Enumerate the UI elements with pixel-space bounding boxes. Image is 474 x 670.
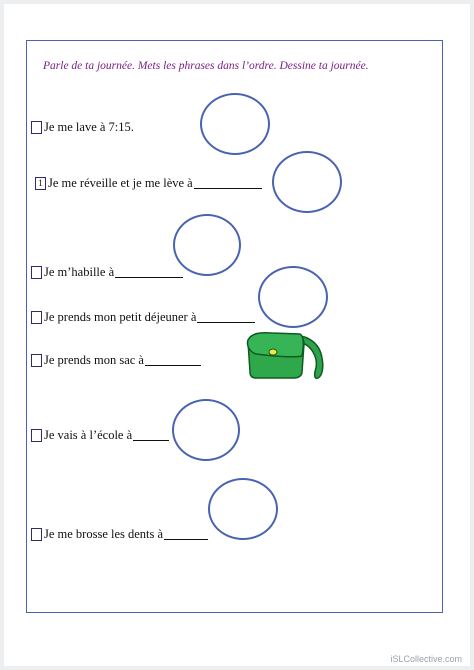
sentence-text: Je me brosse les dents à xyxy=(44,527,164,541)
order-checkbox[interactable] xyxy=(31,528,42,541)
drawing-circle-2[interactable] xyxy=(272,151,342,213)
drawing-circle-1[interactable] xyxy=(200,93,270,155)
time-blank[interactable] xyxy=(194,178,262,189)
time-blank[interactable] xyxy=(133,430,169,441)
sentence-row-2 xyxy=(35,176,262,191)
sentence-row-7 xyxy=(31,527,208,542)
instruction-text: Parle de ta journée. Mets les phrases dans l’ordre. Dessine ta journée. xyxy=(43,60,369,72)
sentence-row-3 xyxy=(31,265,183,280)
site-watermark: iSLCollective.com xyxy=(390,654,462,664)
time-blank[interactable] xyxy=(197,312,255,323)
drawing-circle-4[interactable] xyxy=(258,266,328,328)
sentence-text: Je me lave à 7:15. xyxy=(44,120,134,134)
sentence-text: Je prends mon sac à xyxy=(44,353,144,367)
drawing-circle-3[interactable] xyxy=(173,214,241,276)
order-checkbox[interactable] xyxy=(31,311,42,324)
order-checkbox[interactable] xyxy=(31,429,42,442)
sentence-text: Je prends mon petit déjeuner à xyxy=(44,310,197,324)
sentence-text: Je vais à l’école à xyxy=(44,428,133,442)
time-blank[interactable] xyxy=(145,355,201,366)
order-checkbox[interactable] xyxy=(31,266,42,279)
time-blank[interactable] xyxy=(115,267,183,278)
time-blank[interactable] xyxy=(164,529,208,540)
sentence-row-6 xyxy=(31,428,169,443)
sentence-row-1 xyxy=(31,120,134,135)
sentence-text: Je m’habille à xyxy=(44,265,115,279)
order-checkbox[interactable] xyxy=(31,354,42,367)
school-bag-icon xyxy=(242,328,330,382)
sentence-row-5 xyxy=(31,353,201,368)
sentence-text: Je me réveille et je me lève à xyxy=(48,176,193,190)
drawing-circle-6[interactable] xyxy=(208,478,278,540)
sentence-row-4 xyxy=(31,310,255,325)
order-checkbox[interactable]: 1 xyxy=(35,177,46,190)
drawing-circle-5[interactable] xyxy=(172,399,240,461)
order-checkbox[interactable] xyxy=(31,121,42,134)
